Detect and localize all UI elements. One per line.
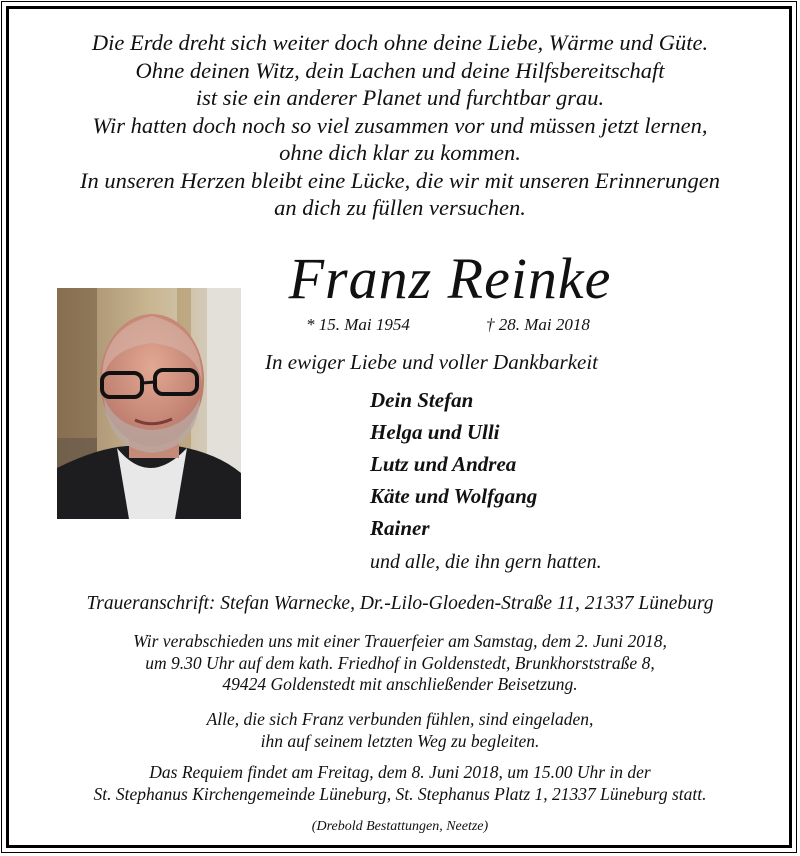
portrait-illustration — [57, 288, 241, 519]
ceremony-line: Wir verabschieden uns mit einer Trauerfeier am Samstag, dem 2. Juni 2018, — [133, 631, 667, 651]
life-dates — [306, 314, 626, 336]
family-rest: und alle, die ihn gern hatten. — [370, 551, 602, 573]
invitation-info — [0, 709, 800, 752]
funeral-home-credit: (Drebold Bestattungen, Neetze) — [311, 819, 489, 834]
poem-line: In unseren Herzen bleibt eine Lücke, die wir mit unseren Erinnerungen — [79, 167, 721, 193]
portrait-photo — [57, 288, 241, 519]
ceremony-line: um 9.30 Uhr auf dem kath. Friedhof in Goldenstedt, Brunkhorststraße 8, — [145, 652, 655, 673]
family-list — [370, 386, 670, 576]
requiem-line: Das Requiem findet am Freitag, dem 8. Juni 2018, um 15.00 Uhr in der — [149, 762, 651, 782]
requiem-info — [0, 762, 800, 805]
poem-line: ist sie ein anderer Planet und furchtbar grau. — [195, 85, 605, 110]
family-member: Dein Stefan — [370, 388, 474, 412]
poem-line: Wir hatten doch noch so viel zusammen vor und müssen jetzt lernen, — [92, 112, 708, 138]
invitation-line: ihn auf seinem letzten Weg zu begleiten. — [260, 730, 540, 751]
birth-date: * 15. Mai 1954 — [306, 315, 410, 334]
family-member: Rainer — [370, 516, 430, 540]
death-date: † 28. Mai 2018 — [486, 315, 590, 334]
family-member: Helga und Ulli — [370, 420, 500, 444]
invitation-line: Alle, die sich Franz verbunden fühlen, sind eingeladen, — [206, 709, 594, 729]
mourning-address: Traueranschrift: Stefan Warnecke, Dr.-Lilo-Gloeden-Straße 11, 21337 Lüneburg — [86, 593, 714, 614]
deceased-name: Franz Reinke — [288, 246, 612, 311]
poem-line: Die Erde dreht sich weiter doch ohne deine Liebe, Wärme und Güte. — [91, 30, 709, 55]
ceremony-info — [0, 631, 800, 696]
requiem-line: St. Stephanus Kirchengemeinde Lüneburg, St. Stephanus Platz 1, 21337 Lüneburg statt. — [93, 783, 707, 804]
poem-line: Ohne deinen Witz, dein Lachen und deine Hilfsbereitschaft — [135, 57, 665, 83]
poem — [0, 29, 800, 222]
family-member: Käte und Wolfgang — [370, 484, 538, 508]
ceremony-line: 49424 Goldenstedt mit anschließender Beisetzung. — [222, 674, 578, 694]
family-member: Lutz und Andrea — [370, 452, 517, 476]
poem-line: an dich zu füllen versuchen. — [274, 195, 526, 220]
poem-line: ohne dich klar zu kommen. — [279, 140, 521, 165]
dedication: In ewiger Liebe und voller Dankbarkeit — [265, 350, 599, 374]
